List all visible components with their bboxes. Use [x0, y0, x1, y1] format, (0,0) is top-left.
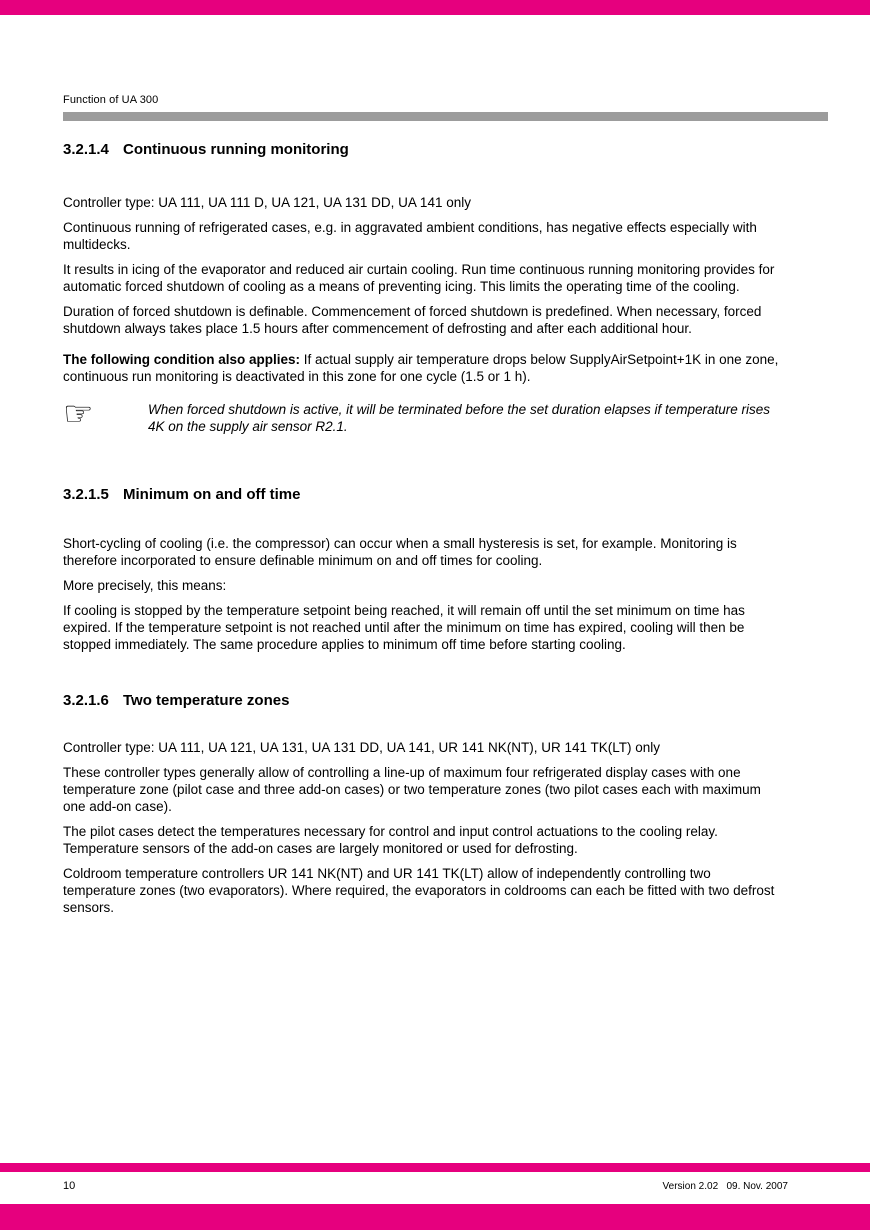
paragraph: Short-cycling of cooling (i.e. the compressor) can occur when a small hysteresis is set, for example. Monitoring is therefore incorporated to ensure definable minimum on and off times for cooling. [63, 536, 737, 568]
paragraph: Controller type: UA 111, UA 111 D, UA 121, UA 131 DD, UA 141 only [63, 195, 471, 210]
paragraph: More precisely, this means: [63, 578, 227, 593]
section-number: 3.2.1.4 [63, 141, 109, 158]
paragraph: These controller types generally allow of controlling a line-up of maximum four refrigerated display cases with one temperature zone (pilot case and three add-on cases) or two temperature zones (two pilot cases each with maximum one add-on case). [63, 765, 761, 814]
bottom-accent-bar [0, 1204, 870, 1230]
section-heading-3-2-1-4 [63, 140, 787, 160]
section-title: Continuous running monitoring [123, 141, 349, 158]
bold-lead-text: The following condition also applies: [63, 352, 301, 367]
section-title: Two temperature zones [123, 692, 290, 709]
page-footer [63, 1180, 788, 1192]
header-rule-bar [63, 112, 828, 121]
bold-lead-continuation: If actual supply air temperature drops below SupplyAirSetpoint+1K in one zone, continuous run monitoring is deactivated in this zone for one cycle (1.5 or 1 h). [63, 352, 779, 384]
running-header-text: Function of UA 300 [63, 94, 159, 106]
paragraph: Duration of forced shutdown is definable. Commencement of forced shutdown is predefined. When necessary, forced shutdown always takes place 1.5 hours after commencement of defrosting and after each additional hour. [63, 304, 762, 336]
paragraph-with-bold-lead [63, 351, 787, 385]
paragraph: It results in icing of the evaporator and reduced air curtain cooling. Run time continuous running monitoring provides for automatic forced shutdown of cooling as a means of preventing icing. This limits the operating time of the cooling. [63, 262, 775, 294]
page-number: 10 [63, 1180, 76, 1192]
note-block [63, 394, 787, 435]
section-heading-3-2-1-6 [63, 691, 787, 711]
paragraph: Controller type: UA 111, UA 121, UA 131, UA 131 DD, UA 141, UR 141 NK(NT), UR 141 TK(LT) only [63, 740, 661, 755]
note-text: When forced shutdown is active, it will be terminated before the set duration elapses if temperature rises 4K on the supply air sensor R2.1. [148, 402, 771, 434]
top-accent-bar [0, 0, 870, 15]
version-text: Version 2.02 09. Nov. 2007 [662, 1181, 788, 1192]
page-header [63, 94, 828, 121]
section-heading-3-2-1-5 [63, 485, 787, 505]
pointing-hand-icon: ☞ [63, 394, 94, 434]
footer-accent-bar [0, 1163, 870, 1172]
paragraph: Continuous running of refrigerated cases, e.g. in aggravated ambient conditions, has negative effects especially with multidecks. [63, 220, 757, 252]
section-number: 3.2.1.5 [63, 486, 109, 503]
section-title: Minimum on and off time [123, 486, 301, 503]
paragraph: The pilot cases detect the temperatures necessary for control and input control actuations to the cooling relay. Temperature sensors of the add-on cases are largely monitored or used for defrosting. [63, 824, 718, 856]
section-number: 3.2.1.6 [63, 692, 109, 709]
paragraph: If cooling is stopped by the temperature setpoint being reached, it will remain off until the set minimum on time has expired. If the temperature setpoint is not reached until after the minimum on time has expired, cooling will then be stopped immediately. The same procedure applies to minimum off time before starting cooling. [63, 603, 745, 652]
page-content [63, 140, 787, 924]
paragraph: Coldroom temperature controllers UR 141 NK(NT) and UR 141 TK(LT) allow of independently controlling two temperature zones (two evaporators). Where required, the evaporators in coldrooms can each be fitted with two defrost sensors. [63, 866, 775, 915]
